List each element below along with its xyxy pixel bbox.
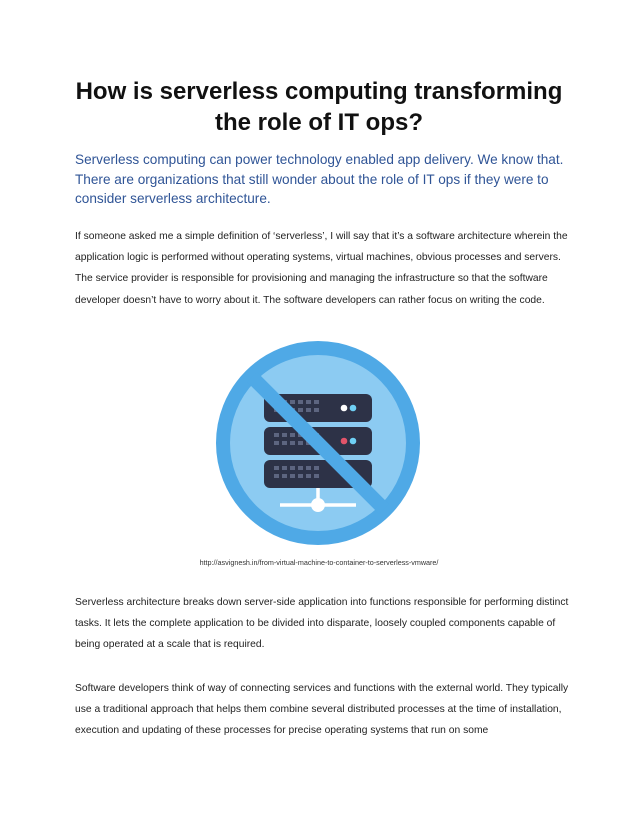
no-server-icon <box>214 339 422 547</box>
body-paragraph-1: If someone asked me a simple definition of ‘serverless’, I will say that it’s a software architecture wherein the application logic is performed without operating systems, virtual machines, obvious processes and servers. The service provider is responsible for provisioning and managing the infrastructure so that the software developer doesn’t have to worry about it. The software developers can rather focus on writing the code. <box>75 231 568 306</box>
document-title: How is serverless computing transforming the role of IT ops? <box>75 78 563 136</box>
figure-caption: http://asvignesh.in/from-virtual-machine-to-container-to-serverless-vmware/ <box>199 558 439 567</box>
body-paragraph-3: Software developers think of way of connecting services and functions with the external world. They typically use a traditional approach that helps them combine several distributed processes at the time of installation, execution and updating of these processes for precise operating systems that run on some <box>75 683 569 737</box>
lead-paragraph: Serverless computing can power technology enabled app delivery. We know that. There are organizations that still wonder about the role of IT ops if they were to consider serverless architecture. <box>75 152 564 206</box>
body-paragraph-2: Serverless architecture breaks down server-side application into functions responsible for performing distinct tasks. It lets the complete application to be divided into disparate, loosely coupled components capable of being operated at a scale that is required. <box>75 597 569 651</box>
